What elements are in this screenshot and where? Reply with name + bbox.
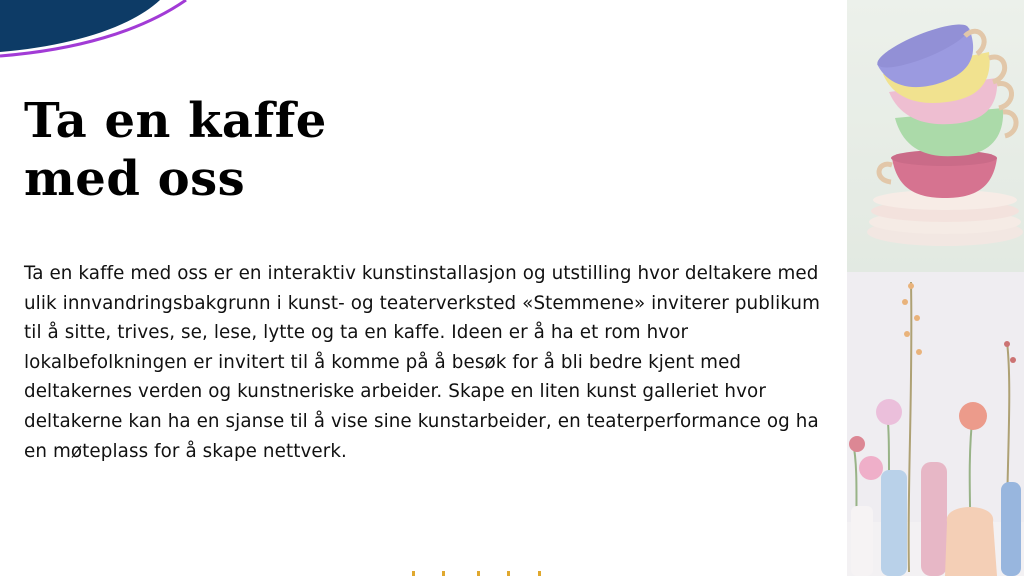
slide-title: Ta en kaffe med oss xyxy=(24,93,327,207)
slide-body-text: Ta en kaffe med oss er en interaktiv kunstinstallasjon og utstilling hvor deltakere med ulik innvandringsbakgrunn i kunst- og teaterverksted «Stemmene» inviterer publikum til å sitte, trives, se, lese, lytte og ta en kaffe. Ideen er å ha et rom hvor lokalbefolkningen er invitert til å komme på å besøk for å bli bedre kjent med deltakernes verden og kunstneriske arbeider. Skape en liten kunst galleriet hvor deltakerne kan ha en sjanse til å vise sine kunstarbeider, en teaterperformance og ha en møteplass for å skape nettverk. xyxy=(24,263,820,462)
flowers-in-vases-photo xyxy=(847,272,1024,576)
corner-wave-decoration xyxy=(0,0,200,70)
bottom-accent-dots xyxy=(400,566,560,576)
stacked-cups-photo xyxy=(847,0,1024,272)
photo-column xyxy=(847,0,1024,576)
